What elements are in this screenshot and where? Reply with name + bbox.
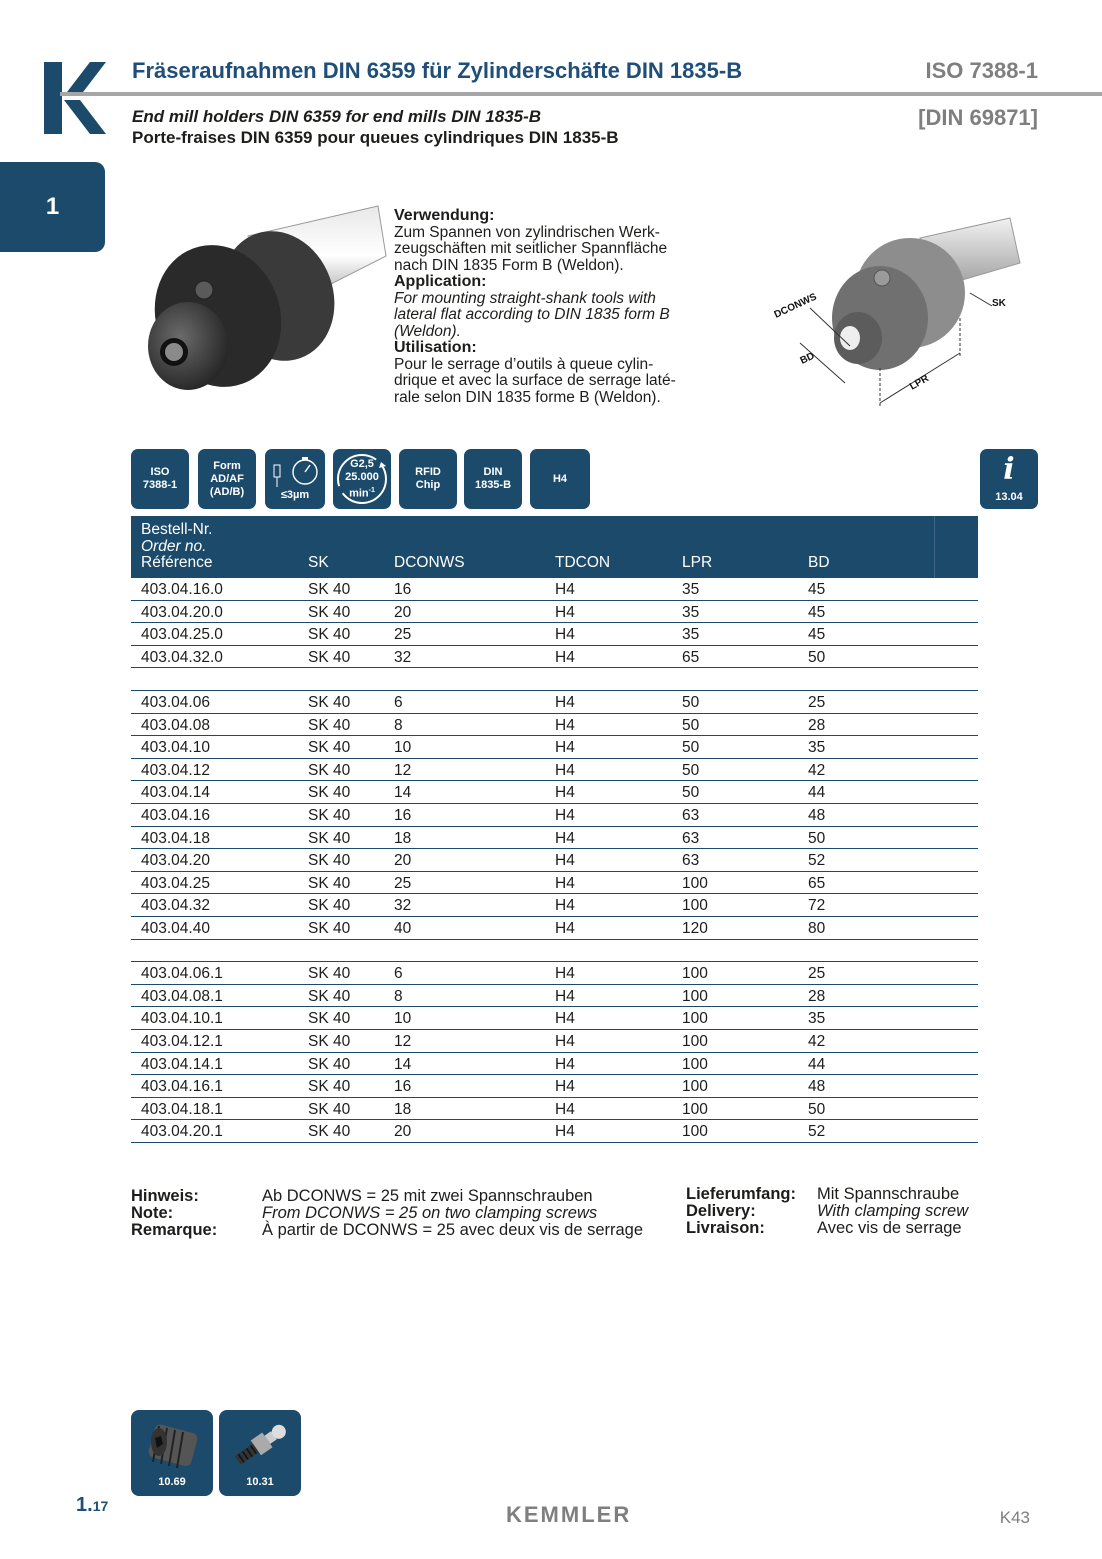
accessory-ref-1: 10.69 [158,1476,186,1488]
brand-name: KEMMLER [506,1502,632,1527]
accessory-grub-screw[interactable] [131,1410,213,1496]
cell-tdcon: H4 [555,874,575,892]
usage-text-fr-2: drique et avec la surface de serrage laté- [394,372,676,389]
form-badge-line-1: Form [213,459,241,472]
note-texts [262,1188,643,1239]
cell-tdcon: H4 [555,897,575,915]
drawing-label-lpr: LPR [908,373,931,393]
form-badge [198,449,256,509]
note-label-de: Hinweis: [131,1187,199,1205]
usage-text-de-3: nach DIN 1835 Form B (Weldon). [394,256,624,274]
balancing-ring-icon [335,452,389,506]
cell-dconws: 10 [394,739,412,757]
drawing-label-sk: SK [992,298,1006,309]
table-row[interactable] [131,894,978,917]
cell-order-no: 403.04.20.0 [141,603,223,621]
table-row[interactable] [131,849,978,872]
cell-tdcon: H4 [555,761,575,779]
title-divider [60,92,1102,96]
note-labels [131,1188,217,1239]
cell-order-no: 403.04.18 [141,829,210,847]
cell-dconws: 8 [394,987,403,1005]
cell-sk: SK 40 [308,694,351,711]
cell-lpr: 100 [682,1010,708,1028]
iso-badge-line-1: ISO [150,466,170,478]
table-group-spacer [131,940,978,963]
header-tdcon: TDCON [555,554,611,571]
note-text-en: From DCONWS = 25 on two clamping screws [262,1204,598,1222]
table-row[interactable] [131,962,978,985]
balance-unit: $\min^{-1}$ [349,486,375,500]
cell-sk: SK 40 [308,807,351,824]
cell-order-no: 403.04.10.1 [141,1010,223,1028]
page-number [76,1494,108,1517]
cell-sk: SK 40 [308,874,351,892]
cell-order-no: 403.04.18.1 [141,1100,223,1118]
cell-sk: SK 40 [308,739,351,757]
table-row[interactable] [131,601,978,624]
cell-bd: 42 [808,1033,826,1050]
cell-order-no: 403.04.06.1 [141,965,223,983]
tolerance-badge [530,449,590,509]
rfid-badge-line-2: Chip [415,479,441,491]
cell-lpr: 35 [682,603,700,621]
delivery-label-en: Delivery: [686,1202,756,1220]
cell-lpr: 50 [682,716,700,734]
cell-sk: SK 40 [308,1033,351,1050]
table-row[interactable] [131,985,978,1008]
cell-bd: 28 [808,716,826,734]
cell-dconws: 14 [394,1055,412,1073]
table-header [131,516,978,578]
din-badge [464,449,522,509]
cell-dconws: 8 [394,716,403,734]
cell-order-no: 403.04.25.0 [141,626,223,644]
runout-badge [265,449,325,509]
cell-dconws: 40 [394,920,412,937]
usage-text-en-1: For mounting straight-shank tools with [394,289,656,307]
table-row[interactable] [131,1053,978,1076]
usage-text-en-3: (Weldon). [394,322,461,340]
usage-text-en-2: lateral flat according to DIN 1835 form B [394,306,670,323]
cell-bd: 50 [808,648,826,666]
cell-dconws: 10 [394,1010,412,1028]
cell-lpr: 35 [682,581,700,598]
cell-tdcon: H4 [555,1078,575,1096]
cell-tdcon: H4 [555,1123,575,1141]
cell-lpr: 100 [682,965,708,983]
cell-bd: 28 [808,987,826,1005]
cell-dconws: 18 [394,1100,412,1118]
cell-lpr: 100 [682,1078,708,1096]
page-title-fr: Porte-fraises DIN 6359 pour queues cylindriques DIN 1835-B [132,128,619,147]
cell-dconws: 32 [394,897,412,915]
pull-stud-icon [227,1416,293,1474]
cell-dconws: 12 [394,1033,412,1050]
cell-bd: 52 [808,1123,826,1141]
cell-dconws: 20 [394,603,412,621]
cell-tdcon: H4 [555,1010,575,1028]
cell-bd: 44 [808,784,826,802]
page-title-de: Fräseraufnahmen DIN 6359 für Zylinderschäfte DIN 1835-B [132,58,743,83]
cell-sk: SK 40 [308,852,351,870]
cell-lpr: 35 [682,626,700,644]
usage-text-fr-1: Pour le serrage d’outils à queue cylin- [394,355,654,373]
iso-badge [131,449,189,509]
delivery-labels [686,1186,796,1237]
cell-dconws: 20 [394,852,412,870]
cell-bd: 50 [808,829,826,847]
cell-order-no: 403.04.14.1 [141,1055,223,1073]
cell-bd: 80 [808,920,826,937]
cell-tdcon: H4 [555,965,575,983]
cell-tdcon: H4 [555,603,575,621]
chapter-tab[interactable]: 1 [0,162,105,252]
cell-dconws: 32 [394,648,412,666]
cell-dconws: 20 [394,1123,412,1141]
usage-heading-fr: Utilisation: [394,339,477,356]
cell-tdcon: H4 [555,784,575,802]
cell-order-no: 403.04.16.0 [141,581,223,598]
cell-lpr: 100 [682,1100,708,1118]
header-sk: SK [308,554,329,571]
cell-order-no: 403.04.14 [141,784,210,802]
delivery-texts [817,1186,968,1237]
cell-bd: 50 [808,1100,826,1118]
cell-dconws: 6 [394,965,403,983]
cell-bd: 25 [808,694,826,711]
cell-order-no: 403.04.20.1 [141,1123,223,1141]
din-badge-line-1: DIN [483,466,503,478]
table-row[interactable] [131,714,978,737]
drawing-label-dconws: DCONWS [772,291,819,321]
application-description [394,208,724,406]
cell-tdcon: H4 [555,1055,575,1073]
cell-sk: SK 40 [308,761,351,779]
rfid-badge-line-1: RFID [415,466,441,478]
cell-bd: 35 [808,1010,826,1028]
cell-lpr: 63 [682,829,700,847]
usage-text-fr-3: rale selon DIN 1835 forme B (Weldon). [394,388,661,406]
cell-sk: SK 40 [308,1010,351,1028]
dial-gauge-icon [270,457,320,489]
cell-dconws: 25 [394,626,412,644]
drawing-label-bd: BD [798,350,817,367]
header-order-en: Order no. [141,538,207,555]
cell-bd: 72 [808,897,826,915]
cell-dconws: 18 [394,829,412,847]
cell-bd: 45 [808,581,826,598]
usage-heading-en: Application: [394,273,487,290]
cell-order-no: 403.04.10 [141,739,210,757]
din-standard-code: [DIN 69871] [918,105,1038,130]
cell-order-no: 403.04.16.1 [141,1078,223,1096]
cell-lpr: 100 [682,874,708,892]
tolerance-value: H4 [552,472,568,485]
cell-tdcon: H4 [555,739,575,757]
table-row[interactable] [131,781,978,804]
cell-lpr: 50 [682,784,700,802]
balance-speed: 25.000 [345,470,379,483]
table-row[interactable] [131,623,978,646]
info-icon: i [1003,452,1015,487]
table-row[interactable] [131,917,978,940]
cell-order-no: 403.04.12.1 [141,1033,223,1050]
cell-dconws: 14 [394,784,412,802]
note-label-fr: Remarque: [131,1221,218,1239]
cell-sk: SK 40 [308,1078,351,1096]
note-label-en: Note: [131,1204,174,1222]
cell-lpr: 50 [682,761,700,779]
cell-sk: SK 40 [308,581,351,598]
cell-tdcon: H4 [555,694,575,711]
cell-order-no: 403.04.06 [141,694,210,711]
balancing-badge [333,449,391,509]
cell-dconws: 16 [394,807,412,824]
table-row[interactable] [131,578,978,601]
header-lpr: LPR [682,554,713,571]
cell-lpr: 100 [682,897,708,915]
cell-lpr: 63 [682,852,700,870]
table-row[interactable] [131,646,978,669]
cell-bd: 48 [808,807,826,824]
header-dconws: DCONWS [394,554,465,571]
cell-tdcon: H4 [555,987,575,1005]
table-row[interactable] [131,1030,978,1053]
din-badge-line-2: 1835-B [474,479,512,491]
table-row[interactable] [131,736,978,759]
table-row[interactable] [131,1098,978,1121]
info-ref: 13.04 [995,491,1023,503]
cell-lpr: 50 [682,739,700,757]
cell-bd: 65 [808,874,826,892]
cell-sk: SK 40 [308,1055,351,1073]
cell-tdcon: H4 [555,1033,575,1050]
cell-sk: SK 40 [308,987,351,1005]
delivery-text-de: Mit Spannschraube [817,1185,960,1203]
cell-order-no: 403.04.08.1 [141,987,223,1005]
usage-heading-de: Verwendung: [394,207,495,224]
cell-bd: 35 [808,739,826,757]
table-row[interactable] [131,691,978,714]
runout-value: ≤3µm [280,488,310,501]
cell-bd: 45 [808,626,826,644]
cell-sk: SK 40 [308,648,351,666]
usage-text-de-2: zeugschäften mit seitlicher Spannfläche [394,240,668,257]
table-row[interactable] [131,804,978,827]
balance-unit-text: min [349,487,369,500]
cell-dconws: 25 [394,874,412,892]
cell-tdcon: H4 [555,829,575,847]
cell-tdcon: H4 [555,920,575,937]
cell-order-no: 403.04.25 [141,874,210,892]
cell-bd: 42 [808,761,826,779]
cell-lpr: 100 [682,1055,708,1073]
table-row[interactable] [131,827,978,850]
form-badge-line-3: (AD/B) [209,485,245,498]
cell-bd: 52 [808,852,826,870]
iso-badge-line-2: 7388-1 [142,479,178,491]
cell-order-no: 403.04.40 [141,920,210,937]
cell-bd: 45 [808,603,826,621]
cell-bd: 44 [808,1055,826,1073]
page-title-en: End mill holders DIN 6359 for end mills DIN 1835-B [132,107,542,126]
cell-dconws: 12 [394,761,412,779]
note-text-de: Ab DCONWS = 25 mit zwei Spannschrauben [262,1187,593,1205]
cell-lpr: 63 [682,807,700,824]
cell-bd: 48 [808,1078,826,1096]
cell-sk: SK 40 [308,1123,351,1141]
header-divider [934,516,935,578]
cell-lpr: 100 [682,987,708,1005]
cell-lpr: 50 [682,694,700,711]
cell-bd: 25 [808,965,826,983]
cell-order-no: 403.04.32.0 [141,648,223,666]
product-photo [128,196,390,402]
cell-sk: SK 40 [308,626,351,644]
cell-lpr: 65 [682,648,700,666]
cell-tdcon: H4 [555,1100,575,1118]
rfid-badge [399,449,457,509]
cell-dconws: 16 [394,1078,412,1096]
cell-order-no: 403.04.32 [141,897,210,915]
table-row[interactable] [131,759,978,782]
delivery-label-fr: Livraison: [686,1219,765,1237]
table-row[interactable] [131,1075,978,1098]
cell-sk: SK 40 [308,965,351,983]
cell-order-no: 403.04.12 [141,761,210,779]
kemmler-logo [44,62,106,134]
cell-sk: SK 40 [308,829,351,847]
cell-lpr: 100 [682,1123,708,1141]
cell-tdcon: H4 [555,581,575,598]
cell-sk: SK 40 [308,920,351,937]
cell-tdcon: H4 [555,648,575,666]
cell-dconws: 6 [394,694,403,711]
cell-order-no: 403.04.20 [141,852,210,870]
cell-sk: SK 40 [308,784,351,802]
iso-standard-code: ISO 7388-1 [925,58,1038,83]
cell-tdcon: H4 [555,716,575,734]
delivery-text-fr: Avec vis de serrage [817,1219,962,1237]
table-row[interactable] [131,1120,978,1143]
note-text-fr: À partir de DCONWS = 25 avec deux vis de serrage [262,1221,644,1239]
table-row[interactable] [131,872,978,895]
cell-order-no: 403.04.08 [141,716,210,734]
balance-grade: G2,5 [350,457,374,470]
cell-tdcon: H4 [555,852,575,870]
page-number-main: 1. [76,1494,93,1516]
table-group-spacer [131,668,978,691]
cell-tdcon: H4 [555,807,575,824]
cell-sk: SK 40 [308,716,351,734]
header-order-de: Bestell-Nr. [141,521,213,538]
cell-sk: SK 40 [308,1100,351,1118]
cell-order-no: 403.04.16 [141,807,210,824]
dimension-drawing [770,178,1040,418]
catalog-code: K43 [999,1508,1030,1527]
cell-lpr: 100 [682,1033,708,1050]
info-badge[interactable] [980,449,1038,509]
cell-tdcon: H4 [555,626,575,644]
table-row[interactable] [131,1007,978,1030]
cell-sk: SK 40 [308,897,351,915]
header-bd: BD [808,554,830,571]
delivery-label-de: Lieferumfang: [686,1185,797,1203]
delivery-text-en: With clamping screw [817,1202,969,1220]
form-badge-line-2: AD/AF [210,472,244,485]
header-order-fr: Référence [141,554,213,571]
cell-lpr: 120 [682,920,708,937]
cell-dconws: 16 [394,581,412,598]
page-number-sub: 17 [92,1498,109,1514]
cell-sk: SK 40 [308,603,351,621]
grub-screw-icon [139,1416,205,1474]
usage-text-de-1: Zum Spannen von zylindrischen Werk- [394,223,660,241]
accessory-ref-2: 10.31 [246,1476,274,1488]
accessory-pull-stud[interactable] [219,1410,301,1496]
